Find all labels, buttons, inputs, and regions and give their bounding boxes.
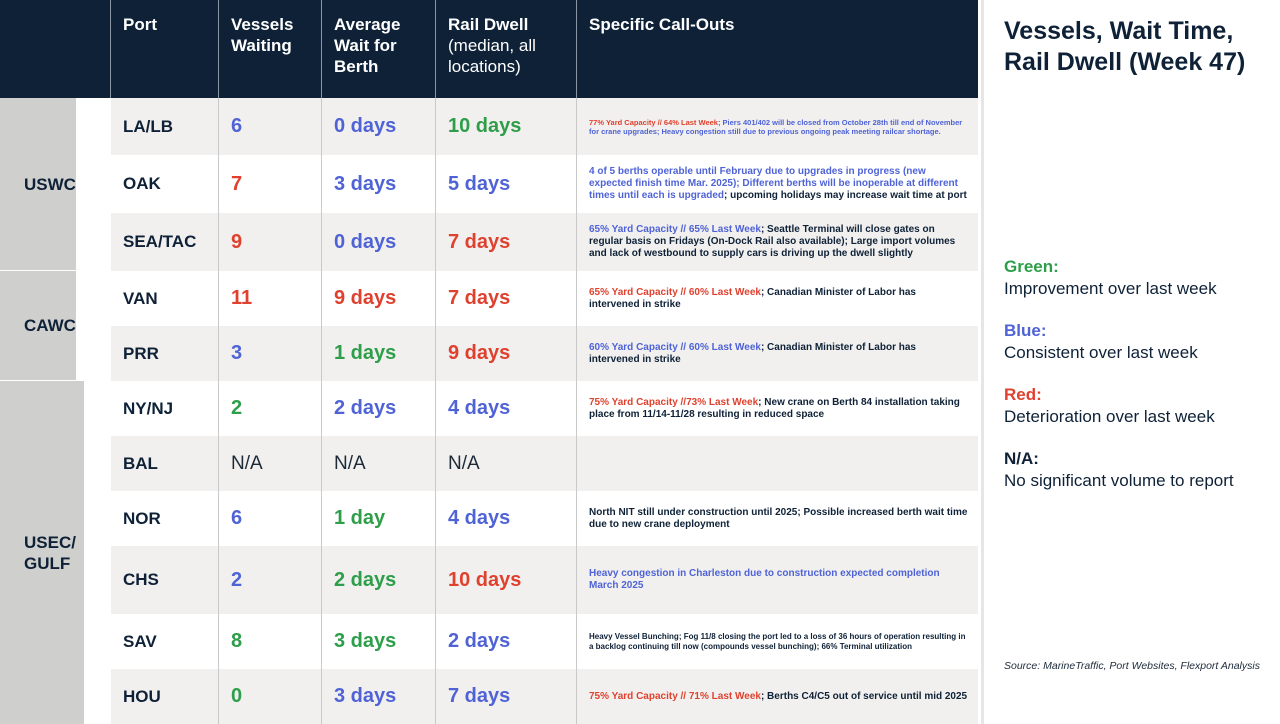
callout-text	[589, 342, 978, 366]
callout-detail: ; Berths C4/C5 out of service until mid 2025	[760, 690, 968, 702]
header-callouts	[577, 0, 978, 98]
port-cell	[111, 546, 219, 614]
legend-text: Deterioration over last week	[1004, 407, 1215, 426]
vessels-waiting-cell-value: 9	[231, 230, 243, 253]
callout-detail: ; upcoming holidays may increase wait time at port	[724, 190, 967, 201]
callout-detail: North NIT still under construction until 2025; Possible increased berth wait time due to new crane deployment	[589, 506, 968, 530]
callout-detail: ; Canadian Minister of Labor has intervened in strike	[589, 341, 916, 365]
avg-wait-cell-value: 1 days	[334, 342, 397, 364]
rail-dwell-cell-value: 7 days	[448, 230, 511, 253]
vessels-waiting-cell-value: 6	[231, 115, 243, 137]
rail-dwell-cell-value: 10 days	[448, 568, 522, 591]
rail-dwell-cell-value: 7 days	[448, 287, 511, 309]
port-cell	[111, 98, 219, 155]
rail-dwell-cell	[436, 326, 577, 381]
rail-dwell-cell-value: 9 days	[448, 342, 511, 364]
port-cell	[111, 213, 219, 271]
port-cell	[111, 436, 219, 491]
table-row	[111, 614, 978, 669]
avg-wait-cell	[322, 271, 436, 326]
rail-dwell-cell-value: 5 days	[448, 172, 511, 195]
callout-cell	[577, 669, 978, 724]
vessels-waiting-cell	[219, 213, 322, 271]
legend-item	[1004, 256, 1274, 300]
rail-dwell-cell	[436, 491, 577, 546]
header-rail-dwell-sub: (median, all locations)	[448, 36, 536, 76]
port-name: NY/NJ	[123, 398, 174, 418]
callout-detail: ; Piers 401/402 will be closed from October 28th till end of November for crane upgrades; Heavy congestion still due to previous ongoing peak meeting railcar shortage.	[589, 117, 963, 136]
header-callouts-label: Specific Call-Outs	[589, 15, 735, 34]
table-row	[111, 155, 978, 213]
avg-wait-cell-value: 2 days	[334, 397, 397, 419]
rail-dwell-cell-value: 2 days	[448, 630, 511, 652]
callout-text	[589, 507, 978, 531]
avg-wait-cell-value: 0 days	[334, 230, 397, 253]
port-cell	[111, 271, 219, 326]
region-label: USWC	[24, 174, 76, 194]
callout-cell	[577, 213, 978, 271]
region-usec-gulf	[0, 381, 84, 724]
rail-dwell-cell	[436, 155, 577, 213]
avg-wait-cell-value: 0 days	[334, 115, 397, 137]
callout-text	[589, 118, 978, 136]
legend-text: Improvement over last week	[1004, 279, 1217, 298]
region-label: USEC/ GULF	[24, 532, 76, 573]
vessels-waiting-cell-value: 2	[231, 568, 243, 591]
vessels-waiting-cell	[219, 155, 322, 213]
avg-wait-cell-value: 2 days	[334, 568, 397, 591]
legend-item	[1004, 384, 1274, 428]
rail-dwell-cell-value: N/A	[448, 452, 480, 474]
callout-text	[589, 224, 978, 260]
avg-wait-cell	[322, 546, 436, 614]
legend-label: Blue:	[1004, 321, 1047, 340]
vessels-waiting-cell	[219, 381, 322, 436]
rail-dwell-cell	[436, 546, 577, 614]
header-region-cell	[0, 0, 111, 98]
legend-text: Consistent over last week	[1004, 343, 1198, 362]
rail-dwell-cell-value: 7 days	[448, 685, 511, 707]
header-port	[111, 0, 219, 98]
vessels-waiting-cell-value: N/A	[231, 452, 263, 474]
legend-label: N/A:	[1004, 449, 1039, 468]
header-rail-dwell-label: Rail Dwell	[448, 15, 529, 34]
avg-wait-cell-value: 1 day	[334, 507, 386, 529]
port-name: VAN	[123, 288, 158, 308]
legend-item	[1004, 320, 1274, 364]
vessels-waiting-cell-value: 6	[231, 507, 243, 529]
source-note: Source: MarineTraffic, Port Websites, Flexport Analysis	[1004, 660, 1260, 672]
callout-cell	[577, 436, 978, 491]
rail-dwell-cell-value: 10 days	[448, 115, 522, 137]
port-name: NOR	[123, 508, 161, 528]
callout-highlight: 4 of 5 berths operable until February due to upgrades in progress (new expected finish time Mar. 2025); Different berths will be inoperable at different times until each is upgraded	[589, 166, 958, 201]
header-vessels-label: Vessels Waiting	[231, 15, 294, 55]
legend-panel	[981, 0, 1280, 724]
avg-wait-cell-value: 3 days	[334, 685, 397, 707]
callout-highlight: 65% Yard Capacity // 65% Last Week	[589, 224, 761, 235]
callout-detail: ; Canadian Minister of Labor has intervened in strike	[589, 286, 916, 310]
rail-dwell-cell	[436, 614, 577, 669]
avg-wait-cell	[322, 381, 436, 436]
legend-label: Red:	[1004, 385, 1042, 404]
rail-dwell-cell	[436, 98, 577, 155]
callout-highlight: Heavy congestion in Charleston due to construction expected completion March 2025	[589, 568, 940, 591]
callout-cell	[577, 155, 978, 213]
rail-dwell-cell-value: 4 days	[448, 397, 511, 419]
callout-detail: ; New crane on Berth 84 installation taking place from 11/14-11/28 resulting in reduced space	[589, 396, 960, 420]
rail-dwell-cell	[436, 436, 577, 491]
avg-wait-cell	[322, 614, 436, 669]
vessels-waiting-cell-value: 2	[231, 397, 243, 419]
port-cell	[111, 491, 219, 546]
callout-text	[589, 632, 978, 652]
panel-title: Vessels, Wait Time, Rail Dwell (Week 47)	[1004, 17, 1246, 76]
port-name: SAV	[123, 631, 157, 651]
header-avg-wait	[322, 0, 436, 98]
port-name: HOU	[123, 686, 161, 706]
table-row	[111, 546, 978, 614]
vessels-waiting-cell	[219, 436, 322, 491]
region-uswc	[0, 98, 76, 271]
vessels-waiting-cell-value: 3	[231, 342, 243, 364]
vessels-waiting-cell	[219, 491, 322, 546]
avg-wait-cell-value: N/A	[334, 452, 366, 474]
port-cell	[111, 381, 219, 436]
vessels-waiting-cell	[219, 614, 322, 669]
legend-text: No significant volume to report	[1004, 471, 1234, 490]
avg-wait-cell-value: 3 days	[334, 172, 397, 195]
vessels-waiting-cell-value: 8	[231, 630, 243, 652]
avg-wait-cell	[322, 213, 436, 271]
avg-wait-cell	[322, 326, 436, 381]
legend-label: Green:	[1004, 257, 1059, 276]
vessels-waiting-cell-value: 11	[231, 287, 253, 309]
avg-wait-cell	[322, 491, 436, 546]
vessels-waiting-cell-value: 7	[231, 172, 243, 195]
callout-detail: ; Seattle Terminal will close gates on regular basis on Fridays (On-Dock Rail also available); Large import volumes and lack of westbound to supply cars is driving up the dwell slightly	[589, 224, 956, 259]
rail-dwell-cell-value: 4 days	[448, 507, 511, 529]
callout-cell	[577, 326, 978, 381]
header-avg-wait-label: Average Wait for Berth	[334, 15, 401, 76]
callout-highlight: 75% Yard Capacity // 71% Last Week	[589, 690, 761, 702]
avg-wait-cell	[322, 155, 436, 213]
callout-cell	[577, 271, 978, 326]
table-row	[111, 669, 978, 724]
rail-dwell-cell	[436, 213, 577, 271]
header-port-label: Port	[123, 15, 157, 34]
port-name: SEA/TAC	[123, 232, 197, 251]
port-name: OAK	[123, 174, 161, 193]
table-row	[111, 381, 978, 436]
callout-cell	[577, 546, 978, 614]
table-row	[111, 326, 978, 381]
region-cawc	[0, 271, 76, 381]
callout-cell	[577, 491, 978, 546]
region-label: CAWC	[24, 316, 76, 335]
avg-wait-cell	[322, 669, 436, 724]
avg-wait-cell	[322, 98, 436, 155]
port-cell	[111, 614, 219, 669]
vessels-waiting-cell-value: 0	[231, 685, 243, 707]
port-cell	[111, 155, 219, 213]
callout-text	[589, 691, 977, 703]
callout-highlight: 75% Yard Capacity //73% Last Week	[589, 396, 759, 408]
avg-wait-cell	[322, 436, 436, 491]
vessels-waiting-cell	[219, 669, 322, 724]
table-row	[111, 98, 978, 155]
port-cell	[111, 326, 219, 381]
vessels-waiting-cell	[219, 271, 322, 326]
table-row	[111, 436, 978, 491]
vessels-waiting-cell	[219, 98, 322, 155]
callout-highlight: 65% Yard Capacity // 60% Last Week	[589, 286, 761, 298]
callout-text	[589, 568, 978, 592]
vessels-waiting-cell	[219, 546, 322, 614]
port-name: LA/LB	[123, 116, 174, 136]
port-name: PRR	[123, 343, 159, 363]
table-row	[111, 271, 978, 326]
callout-cell	[577, 381, 978, 436]
avg-wait-cell-value: 3 days	[334, 630, 397, 652]
callout-text	[589, 287, 978, 311]
table-row	[111, 213, 978, 271]
rail-dwell-cell	[436, 271, 577, 326]
rail-dwell-cell	[436, 669, 577, 724]
callout-detail: Heavy Vessel Bunching; Fog 11/8 closing the port led to a loss of 36 hours of operation resulting in a backlog continuing till now (compounds vessel bunching); 66% Terminal utilization	[589, 631, 966, 651]
avg-wait-cell-value: 9 days	[334, 287, 397, 309]
callout-text	[589, 397, 978, 421]
callout-highlight: 77% Yard Capacity // 64% Last Week	[589, 117, 718, 127]
port-name: CHS	[123, 570, 159, 589]
port-name: BAL	[123, 453, 158, 473]
header-vessels-waiting	[219, 0, 322, 98]
port-cell	[111, 669, 219, 724]
table-row	[111, 491, 978, 546]
vessels-waiting-cell	[219, 326, 322, 381]
callout-cell	[577, 614, 978, 669]
callout-highlight: 60% Yard Capacity // 60% Last Week	[589, 341, 761, 353]
header-rail-dwell	[436, 0, 577, 98]
legend-item	[1004, 448, 1274, 492]
callout-text	[589, 166, 978, 202]
callout-cell	[577, 98, 978, 155]
rail-dwell-cell	[436, 381, 577, 436]
